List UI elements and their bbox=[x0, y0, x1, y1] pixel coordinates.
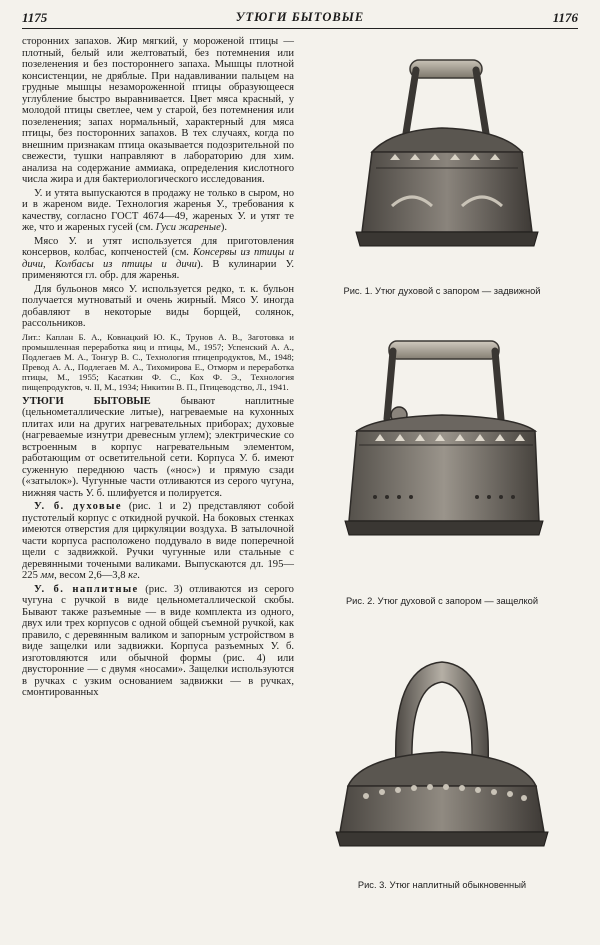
cross-reference: Гуси жареные bbox=[155, 222, 221, 233]
figure-1 bbox=[304, 56, 580, 266]
paragraph-broth: Для бульонов мясо У. используется редко, т. к. бульон получается мутноватый и очень жирный. Мясо У. иногда добавляют в некоторые виды борщей, солянок, рассольников. bbox=[22, 283, 294, 329]
paragraph-stove-irons: У. б. наплитные (рис. 3) отливаются из серого чугуна с ручкой в виде цельнометаллической скобы. Бывают также разъемные — в виде комплекта из одного, двух или трех корпусов с одной общей съемной ручкой, как правило, с деревянным валиком и запорным устройством в виде защелки или задвижки. Корпуса разъемных У. б. изготовляются или обычной формы (рис. 4) или двусторонние — с двумя «носами». Защелки используются в ручках с узким основанием задвижки — в ручках, смонтированных bbox=[22, 583, 294, 698]
figure-3 bbox=[304, 636, 580, 876]
left-text-column bbox=[22, 36, 294, 701]
charcoal-iron-snap-latch-illustration bbox=[327, 321, 557, 551]
stove-iron-illustration bbox=[322, 636, 562, 876]
subheading: У. б. духовые bbox=[34, 501, 122, 512]
paragraph-fried-ducks: У. и утята выпускаются в продажу не только в сыром, но и в жареном виде. Технология жаренья У., требования к качеству, согласно ГОСТ 4674—49, жареных У. и утят те же, что и жареных гусей (см. Гуси жареные). bbox=[22, 187, 294, 233]
page-number-left: 1175 bbox=[22, 10, 48, 25]
figure-1-caption: Рис. 1. Утюг духовой с запором — задвижной bbox=[343, 286, 541, 296]
paragraph-duck-meat-use: Мясо У. и утят используется для приготовления консервов, колбас, копченостей (см. Консервы из птицы и дичи, Колбасы из птицы и дичи). В кулинарии У. применяются гл. обр. для жаренья. bbox=[22, 235, 295, 281]
running-header bbox=[22, 8, 578, 29]
paragraph-poultry-quality: сторонних запахов. Жир мягкий, у мороженой птицы — плотный, белый или желтоватый, без потемнения или позеленения и без постороннего запаха. Мышцы плотной консистенции, не дряблые. При надавливании пальцем на грудные мышцы незамороженной птицы образующееся углубление быстро выравнивается. Цвет мяса красный, у молодой птицы светлее, чем у старой, без потемнения или позеленения; запах нормальный, характерный для мяса птицы, без посторонних запахов. В тех случаях, когда по внешним признакам птица оказывается подозрительной по свежести, тушки направляют в лабораторию для хим. анализа на содержание аммиака, определения кислотного числа жира и для бактериологического исследования. bbox=[22, 36, 294, 185]
page-number-right: 1176 bbox=[552, 10, 578, 25]
article-heading: УТЮГИ БЫТОВЫЕ bbox=[22, 395, 151, 407]
figure-2-caption: Рис. 2. Утюг духовой с запором — защелкой bbox=[345, 596, 539, 606]
charcoal-iron-sliding-latch-illustration bbox=[332, 56, 552, 266]
paragraph-charcoal-irons: У. б. духовые (рис. 1 и 2) представляют собой пустотелый корпус с откидной ручкой. На боковых стенках имеются отверстия для циркуляции воздуха. В затылочной части корпуса расположено поддувало в виде поперечной щели с задвижкой. Ручки чугунные или стальные с деревянными точеными валиками. Выпускаются дл. 195—225 мм, весом 2,6—3,8 кг. bbox=[22, 501, 294, 581]
literature-references: Лит.: Каплан Б. А., Ковнацкий Ю. К., Трунов А. В., Заготовка и промышленная переработка яиц и птицы, М., 1957; Успенский А. А., Подлегаев М. А., Тонгур В. С., Технология птицепродуктов, М., 1948; Превод А. А., Подлегаев М. А., Тихомирова Е., Отморм и переработка птицы, М., 1955; Касаткин Ф. С., Кох Ф. Э., Технология пищепродуктов, ч. II, М., 1934; Никитин В. П., Птицеводство, Л., 1941. bbox=[22, 331, 294, 392]
figure-3-caption: Рис. 3. Утюг наплитный обыкновенный bbox=[357, 880, 527, 890]
subheading: У. б. наплитные bbox=[34, 583, 139, 595]
article-irons: УТЮГИ БЫТОВЫЕ бывают наплитные (цельнометаллические литые), нагреваемые на кухонных плитах или на других нагревательных приборах; духовые (нагреваемые изнутри древесным углем); электрические со встроенным в корпус нагревательным элементом, работающим от осветительной сети. Корпуса У. б. имеют суженную переднюю часть («нос») и прямую сзади («затылок»). Чугунные части отливаются из серого чугуна, нижняя часть У. б. шлифуется и полируется. bbox=[22, 395, 294, 499]
page-title: УТЮГИ БЫТОВЫЕ bbox=[235, 10, 365, 24]
cross-reference: Консервы из птицы и дичи, Колбасы из птицы и дичи bbox=[22, 247, 295, 270]
figure-2 bbox=[304, 321, 580, 551]
